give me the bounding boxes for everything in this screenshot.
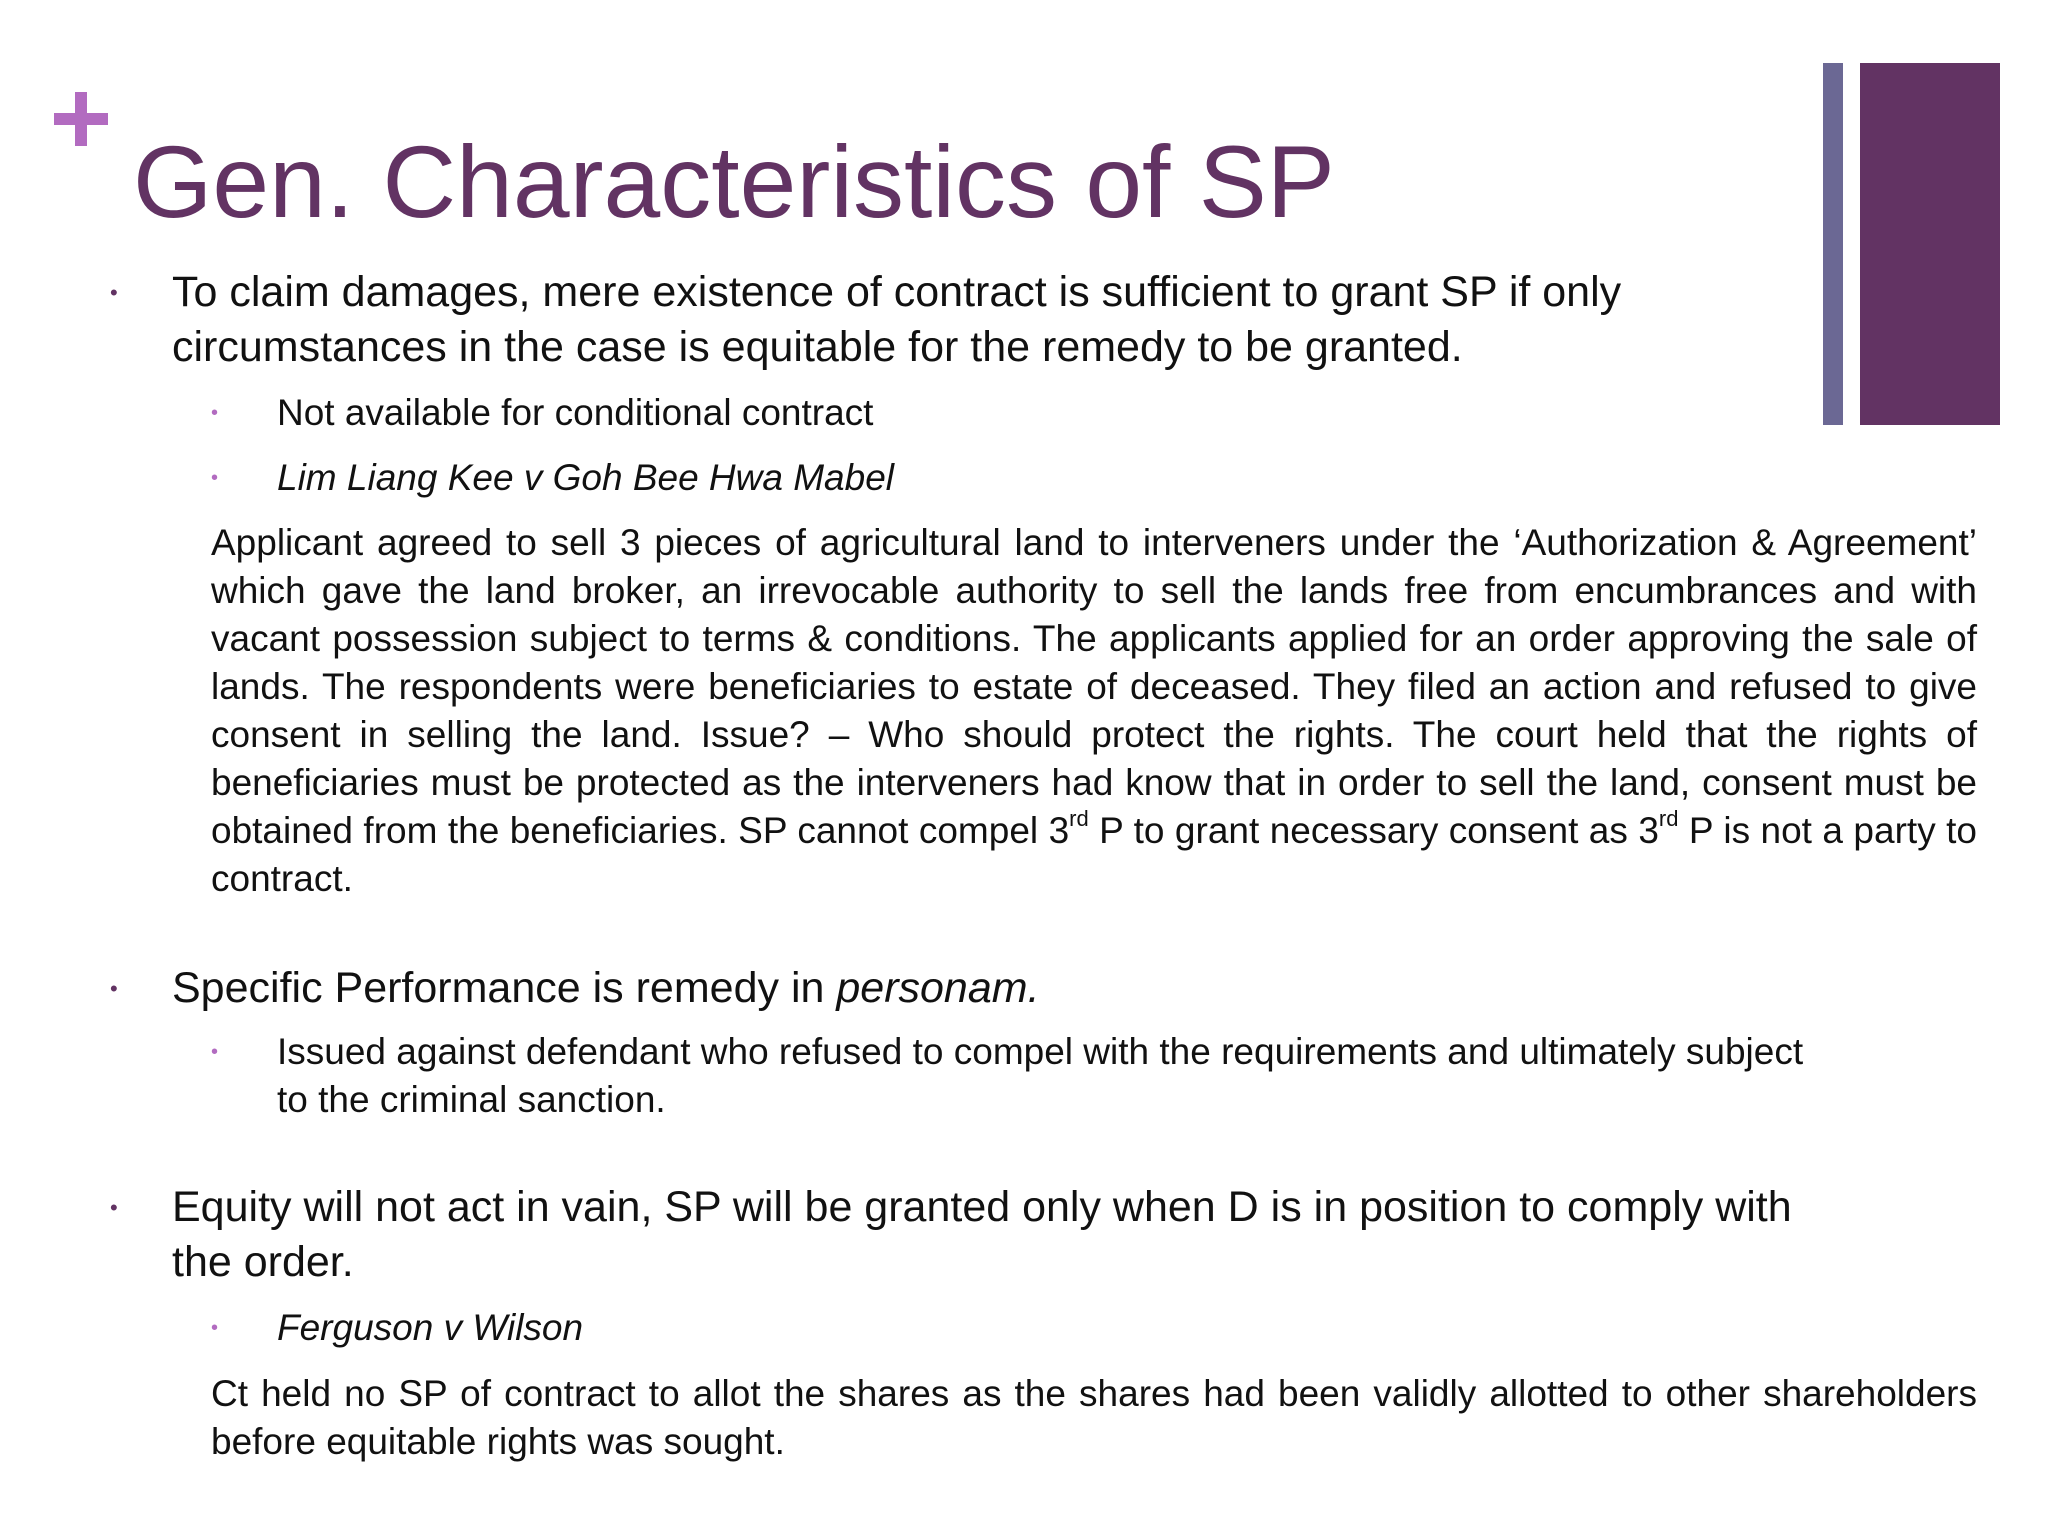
bullet-2-sub-1 bbox=[0, 1028, 1806, 1124]
slide-title: Gen. Characteristics of SP bbox=[133, 125, 1335, 239]
bullet-3-sub-1 bbox=[0, 1304, 1806, 1352]
case-name-lim-liang-kee: Lim Liang Kee v Goh Bee Hwa Mabel bbox=[277, 457, 895, 498]
case-summary-ferguson: Ct held no SP of contract to allot the shares as the shares had been validly allotted to other shareholders before equitable rights was sought. bbox=[211, 1373, 1977, 1462]
bullet-1-sub-1-text: Not available for conditional contract bbox=[277, 392, 874, 433]
bullet-3 bbox=[0, 1180, 1806, 1290]
case-summary-text-b: P to grant necessary consent as 3 bbox=[1088, 810, 1659, 851]
bullet-1-sub-2 bbox=[0, 454, 1806, 502]
bullet-2-italic: personam. bbox=[836, 964, 1040, 1012]
bullet-2-sub-1-text: Issued against defendant who refused to compel with the requirements and ultimately subject to the criminal sanction. bbox=[277, 1031, 1804, 1120]
sub-bullet-dot: • bbox=[211, 1041, 219, 1063]
bullet-1-sub-1 bbox=[0, 389, 1806, 437]
bullet-2 bbox=[0, 961, 1806, 1016]
bullet-3-text: Equity will not act in vain, SP will be granted only when D is in position to comply with the order. bbox=[172, 1183, 1792, 1286]
sub-bullet-dot: • bbox=[211, 402, 219, 424]
superscript-rd: rd bbox=[1658, 805, 1679, 831]
sub-bullet-dot: • bbox=[211, 467, 219, 489]
case-summary-lim-liang-kee bbox=[0, 519, 1977, 903]
bullet-2-line bbox=[172, 961, 1806, 1016]
bullet-1-text: To claim damages, mere existence of contract is sufficient to grant SP if only circumstances in the case is equitable for the remedy to be granted. bbox=[172, 268, 1622, 371]
bullet-1 bbox=[0, 265, 1760, 375]
bullet-2-text: Specific Performance is remedy in bbox=[172, 964, 837, 1012]
bullet-dot: • bbox=[110, 976, 118, 1001]
case-summary-text-a: Applicant agreed to sell 3 pieces of agricultural land to interveners under the ‘Authorization & Agreement’ which gave the land broker, an irrevocable authority to sell the lands free from encumbrances and with vacant possession subject to terms & conditions. The applicants applied for an order approving the sale of lands. The respondents were beneficiaries to estate of deceased. They filed an action and refused to give consent in selling the land. Issue? – Who should protect the rights. The court held that the rights of beneficiaries must be protected as the interveners had know that in order to sell the land, consent must be obtained from the beneficiaries. SP cannot compel 3 bbox=[211, 522, 1977, 851]
case-summary-text-c: P is not a party to contract. bbox=[211, 810, 1977, 899]
bullet-dot: • bbox=[110, 1195, 118, 1220]
bullet-dot: • bbox=[110, 280, 118, 305]
plus-icon bbox=[54, 92, 108, 146]
superscript-rd: rd bbox=[1069, 805, 1089, 831]
case-name-ferguson-v-wilson: Ferguson v Wilson bbox=[277, 1307, 584, 1348]
slide-content bbox=[0, 265, 2048, 1466]
sub-bullet-dot: • bbox=[211, 1317, 219, 1339]
